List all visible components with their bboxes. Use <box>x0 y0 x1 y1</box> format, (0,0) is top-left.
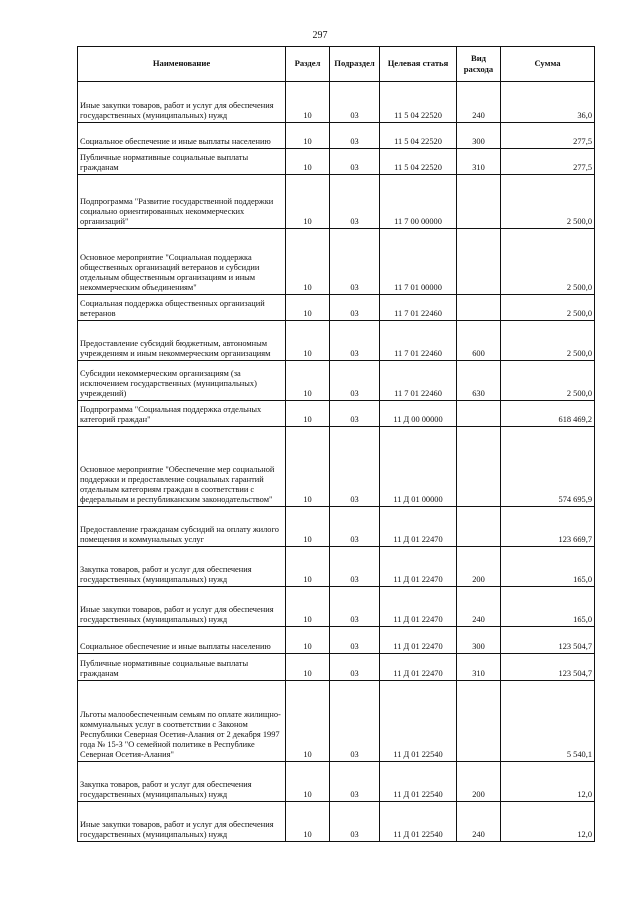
row-article: 11 Д 01 22470 <box>380 627 457 654</box>
row-amount: 2 500,0 <box>501 295 595 321</box>
row-subsection: 03 <box>330 762 380 802</box>
table-row <box>78 149 595 175</box>
row-name: Основное мероприятие "Социальная поддержка общественных организаций ветеранов и субсидии отдельным общественным организациям и иным некоммерческим объединениям" <box>78 229 286 295</box>
row-subsection: 03 <box>330 547 380 587</box>
row-section: 10 <box>286 547 330 587</box>
row-amount: 574 695,9 <box>501 427 595 507</box>
row-expense-type <box>457 681 501 762</box>
row-expense-type: 310 <box>457 149 501 175</box>
row-expense-type <box>457 401 501 427</box>
row-article: 11 Д 01 22470 <box>380 587 457 627</box>
row-section: 10 <box>286 627 330 654</box>
row-expense-type: 240 <box>457 82 501 123</box>
header-amount: Сумма <box>501 47 595 82</box>
row-section: 10 <box>286 401 330 427</box>
row-name: Социальное обеспечение и иные выплаты населению <box>78 627 286 654</box>
row-article: 11 Д 01 22470 <box>380 547 457 587</box>
row-subsection: 03 <box>330 401 380 427</box>
table-row <box>78 587 595 627</box>
row-subsection: 03 <box>330 123 380 149</box>
row-section: 10 <box>286 123 330 149</box>
row-name: Льготы малообеспеченным семьям по оплате жилищно-коммунальных услуг в соответствии с Законом Республики Северная Осетия-Алания от 2 декабря 1997 года № 15-З "О семейной политике в Республике Северная Осетия-Алания" <box>78 681 286 762</box>
row-section: 10 <box>286 361 330 401</box>
page-number: 297 <box>312 30 328 41</box>
row-name: Публичные нормативные социальные выплаты гражданам <box>78 654 286 681</box>
row-amount: 5 540,1 <box>501 681 595 762</box>
row-expense-type: 240 <box>457 587 501 627</box>
header-expense-type: Вид расхода <box>457 47 501 82</box>
row-name: Иные закупки товаров, работ и услуг для обеспечения государственных (муниципальных) нужд <box>78 802 286 842</box>
row-article: 11 7 01 22460 <box>380 295 457 321</box>
row-article: 11 5 04 22520 <box>380 123 457 149</box>
row-amount: 277,5 <box>501 149 595 175</box>
row-expense-type: 240 <box>457 802 501 842</box>
table-row <box>78 802 595 842</box>
row-article: 11 5 04 22520 <box>380 82 457 123</box>
row-amount: 12,0 <box>501 802 595 842</box>
row-amount: 165,0 <box>501 547 595 587</box>
row-expense-type <box>457 295 501 321</box>
row-subsection: 03 <box>330 321 380 361</box>
header-subsection: Подраздел <box>330 47 380 82</box>
row-article: 11 Д 01 22540 <box>380 802 457 842</box>
row-name: Предоставление субсидий бюджетным, автономным учреждениям и иным некоммерческим организациям <box>78 321 286 361</box>
row-amount: 618 469,2 <box>501 401 595 427</box>
row-article: 11 5 04 22520 <box>380 149 457 175</box>
row-amount: 2 500,0 <box>501 229 595 295</box>
row-expense-type: 600 <box>457 321 501 361</box>
row-amount: 2 500,0 <box>501 175 595 229</box>
table-row <box>78 507 595 547</box>
budget-table <box>77 46 595 842</box>
row-name: Иные закупки товаров, работ и услуг для обеспечения государственных (муниципальных) нужд <box>78 82 286 123</box>
row-article: 11 Д 01 22470 <box>380 507 457 547</box>
row-amount: 2 500,0 <box>501 361 595 401</box>
row-subsection: 03 <box>330 295 380 321</box>
row-section: 10 <box>286 427 330 507</box>
row-subsection: 03 <box>330 654 380 681</box>
row-subsection: 03 <box>330 149 380 175</box>
row-section: 10 <box>286 681 330 762</box>
row-article: 11 Д 01 00000 <box>380 427 457 507</box>
row-subsection: 03 <box>330 681 380 762</box>
row-expense-type: 310 <box>457 654 501 681</box>
table-row <box>78 427 595 507</box>
row-subsection: 03 <box>330 82 380 123</box>
row-subsection: 03 <box>330 361 380 401</box>
row-section: 10 <box>286 321 330 361</box>
row-article: 11 7 01 00000 <box>380 229 457 295</box>
row-section: 10 <box>286 149 330 175</box>
row-amount: 2 500,0 <box>501 321 595 361</box>
row-expense-type: 300 <box>457 627 501 654</box>
row-name: Подпрограмма "Развитие государственной поддержки социально ориентированных некоммерческих организаций" <box>78 175 286 229</box>
table-row <box>78 123 595 149</box>
row-name: Предоставление гражданам субсидий на оплату жилого помещения и коммунальных услуг <box>78 507 286 547</box>
row-subsection: 03 <box>330 427 380 507</box>
table-header-row <box>78 47 595 82</box>
table-row <box>78 175 595 229</box>
row-section: 10 <box>286 229 330 295</box>
row-expense-type <box>457 427 501 507</box>
row-expense-type: 630 <box>457 361 501 401</box>
row-amount: 123 504,7 <box>501 654 595 681</box>
header-section: Раздел <box>286 47 330 82</box>
row-amount: 123 669,7 <box>501 507 595 547</box>
row-section: 10 <box>286 295 330 321</box>
row-article: 11 7 00 00000 <box>380 175 457 229</box>
table-row <box>78 681 595 762</box>
row-section: 10 <box>286 762 330 802</box>
row-section: 10 <box>286 587 330 627</box>
table-row <box>78 627 595 654</box>
row-expense-type: 200 <box>457 762 501 802</box>
row-amount: 277,5 <box>501 123 595 149</box>
row-article: 11 Д 01 22540 <box>380 681 457 762</box>
row-expense-type: 300 <box>457 123 501 149</box>
row-amount: 123 504,7 <box>501 627 595 654</box>
table-row <box>78 361 595 401</box>
row-name: Закупка товаров, работ и услуг для обеспечения государственных (муниципальных) нужд <box>78 762 286 802</box>
row-name: Публичные нормативные социальные выплаты гражданам <box>78 149 286 175</box>
row-name: Основное мероприятие "Обеспечение мер социальной поддержки и предоставление социальных гарантий отдельным категориям граждан в соответствии с федеральным и республиканским законодательством" <box>78 427 286 507</box>
row-amount: 36,0 <box>501 82 595 123</box>
row-amount: 12,0 <box>501 762 595 802</box>
table-row <box>78 321 595 361</box>
row-subsection: 03 <box>330 229 380 295</box>
row-name: Социальная поддержка общественных организаций ветеранов <box>78 295 286 321</box>
table-row <box>78 229 595 295</box>
row-subsection: 03 <box>330 587 380 627</box>
row-article: 11 Д 01 22470 <box>380 654 457 681</box>
row-name: Субсидии некоммерческим организациям (за исключением государственных (муниципальных) учреждений) <box>78 361 286 401</box>
row-subsection: 03 <box>330 507 380 547</box>
row-expense-type <box>457 229 501 295</box>
table-row <box>78 82 595 123</box>
header-name: Наименование <box>78 47 286 82</box>
row-section: 10 <box>286 82 330 123</box>
row-subsection: 03 <box>330 175 380 229</box>
row-name: Иные закупки товаров, работ и услуг для обеспечения государственных (муниципальных) нужд <box>78 587 286 627</box>
row-section: 10 <box>286 507 330 547</box>
table-row <box>78 547 595 587</box>
row-article: 11 Д 00 00000 <box>380 401 457 427</box>
row-amount: 165,0 <box>501 587 595 627</box>
row-subsection: 03 <box>330 627 380 654</box>
table-row <box>78 762 595 802</box>
row-expense-type <box>457 175 501 229</box>
row-subsection: 03 <box>330 802 380 842</box>
row-section: 10 <box>286 175 330 229</box>
row-expense-type: 200 <box>457 547 501 587</box>
header-target-article: Целевая статья <box>380 47 457 82</box>
row-name: Социальное обеспечение и иные выплаты населению <box>78 123 286 149</box>
row-article: 11 Д 01 22540 <box>380 762 457 802</box>
row-name: Подпрограмма "Социальная поддержка отдельных категорий граждан" <box>78 401 286 427</box>
row-article: 11 7 01 22460 <box>380 361 457 401</box>
row-article: 11 7 01 22460 <box>380 321 457 361</box>
table-row <box>78 401 595 427</box>
table-row <box>78 295 595 321</box>
table-row <box>78 654 595 681</box>
row-section: 10 <box>286 654 330 681</box>
row-expense-type <box>457 507 501 547</box>
row-section: 10 <box>286 802 330 842</box>
row-name: Закупка товаров, работ и услуг для обеспечения государственных (муниципальных) нужд <box>78 547 286 587</box>
